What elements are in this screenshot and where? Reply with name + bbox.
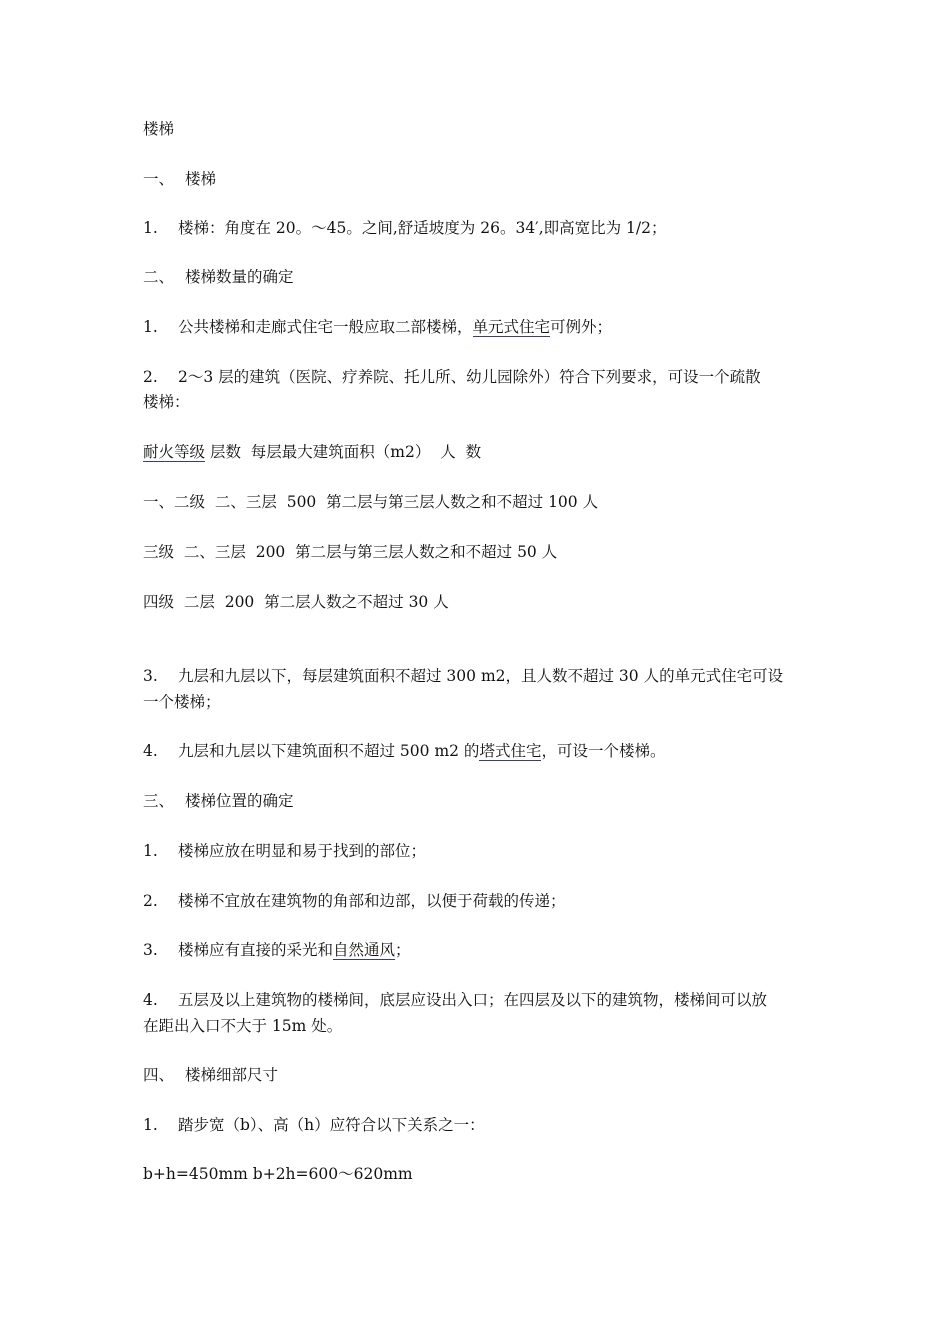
- item-number: 4.: [143, 742, 158, 760]
- section-3-title: 楼梯位置的确定: [185, 792, 294, 810]
- item-text-before-link: 楼梯应有直接的采光和: [178, 941, 334, 959]
- item-text-after-link: 可例外；: [550, 318, 613, 336]
- section-2-item-2-continued: 楼梯：: [143, 393, 190, 411]
- section-1-title: 楼梯: [185, 170, 217, 188]
- item-text: 楼梯应放在明显和易于找到的部位；: [178, 842, 427, 860]
- link-tower-residence[interactable]: 塔式住宅: [479, 742, 542, 760]
- section-3-item-2: [143, 888, 813, 914]
- item-number: 1.: [143, 318, 158, 336]
- section-4-item-1: [143, 1112, 813, 1138]
- link-unit-residence[interactable]: 单元式住宅: [472, 318, 551, 336]
- table-header: [143, 439, 813, 465]
- item-text: 踏步宽（b）、高（h）应符合以下关系之一：: [178, 1116, 485, 1134]
- section-3-item-4: [143, 987, 813, 1013]
- item-number: 1.: [143, 842, 158, 860]
- link-natural-ventilation[interactable]: 自然通风: [333, 941, 396, 959]
- section-3-item-4-continued: 在距出入口不大于 15m 处。: [143, 1017, 343, 1035]
- section-4-heading: [143, 1062, 813, 1088]
- item-number: 3.: [143, 667, 158, 685]
- table-header-columns: 层数 每层最大建筑面积（m2） 人 数: [209, 443, 482, 461]
- item-text-after-link: ；: [395, 941, 411, 959]
- section-2-heading: [143, 264, 813, 290]
- section-2-item-4: [143, 738, 813, 764]
- section-3-item-1: [143, 838, 813, 864]
- section-2-item-1: [143, 314, 813, 340]
- link-fire-rating[interactable]: 耐火等级: [143, 443, 206, 461]
- section-1-heading: [143, 166, 813, 192]
- step-formula: b+h=450mm b+2h=600～620mm: [143, 1165, 413, 1183]
- section-2-item-3-continued: 一个楼梯；: [143, 693, 221, 711]
- item-number: 4.: [143, 991, 158, 1009]
- table-row-2: 三级 二、三层 200 第二层与第三层人数之和不超过 50 人: [143, 543, 558, 561]
- item-number: 3.: [143, 941, 158, 959]
- section-2-item-2: [143, 364, 813, 390]
- item-text-line-1: 2～3 层的建筑（医院、疗养院、托儿所、幼儿园除外）符合下列要求，可设一个疏散: [178, 368, 761, 386]
- item-number: 1.: [143, 1116, 158, 1134]
- item-number: 2.: [143, 892, 158, 910]
- section-2-number: 二、: [143, 268, 175, 286]
- item-text-after-link: ，可设一个楼梯。: [541, 742, 666, 760]
- item-text-line-1: 九层和九层以下，每层建筑面积不超过 300 m2，且人数不超过 30 人的单元式住宅可设: [178, 667, 784, 685]
- section-4-title: 楼梯细部尺寸: [185, 1066, 279, 1084]
- item-number: 1.: [143, 219, 158, 237]
- item-text-before-link: 公共楼梯和走廊式住宅一般应取二部楼梯，: [178, 318, 473, 336]
- item-text-line-1: 五层及以上建筑物的楼梯间，底层应设出入口；在四层及以下的建筑物，楼梯间可以放: [178, 991, 768, 1009]
- item-text: 楼梯：角度在 20。～45。之间,舒适坡度为 26。34′,即高宽比为 1/2；: [178, 219, 667, 237]
- section-2-item-3: [143, 663, 813, 689]
- section-1-item-1: [143, 215, 813, 241]
- item-text: 楼梯不宜放在建筑物的角部和边部，以便于荷载的传递；: [178, 892, 566, 910]
- section-3-number: 三、: [143, 792, 175, 810]
- item-text-before-link: 九层和九层以下建筑面积不超过 500 m2 的: [178, 742, 480, 760]
- item-number: 2.: [143, 368, 158, 386]
- section-1-number: 一、: [143, 170, 175, 188]
- table-row-3: 四级 二层 200 第二层人数之不超过 30 人: [143, 593, 449, 611]
- section-4-number: 四、: [143, 1066, 175, 1084]
- section-2-title: 楼梯数量的确定: [185, 268, 294, 286]
- document-title: 楼梯: [143, 120, 175, 138]
- section-3-heading: [143, 788, 813, 814]
- table-row-1: 一、二级 二、三层 500 第二层与第三层人数之和不超过 100 人: [143, 493, 599, 511]
- section-3-item-3: [143, 937, 813, 963]
